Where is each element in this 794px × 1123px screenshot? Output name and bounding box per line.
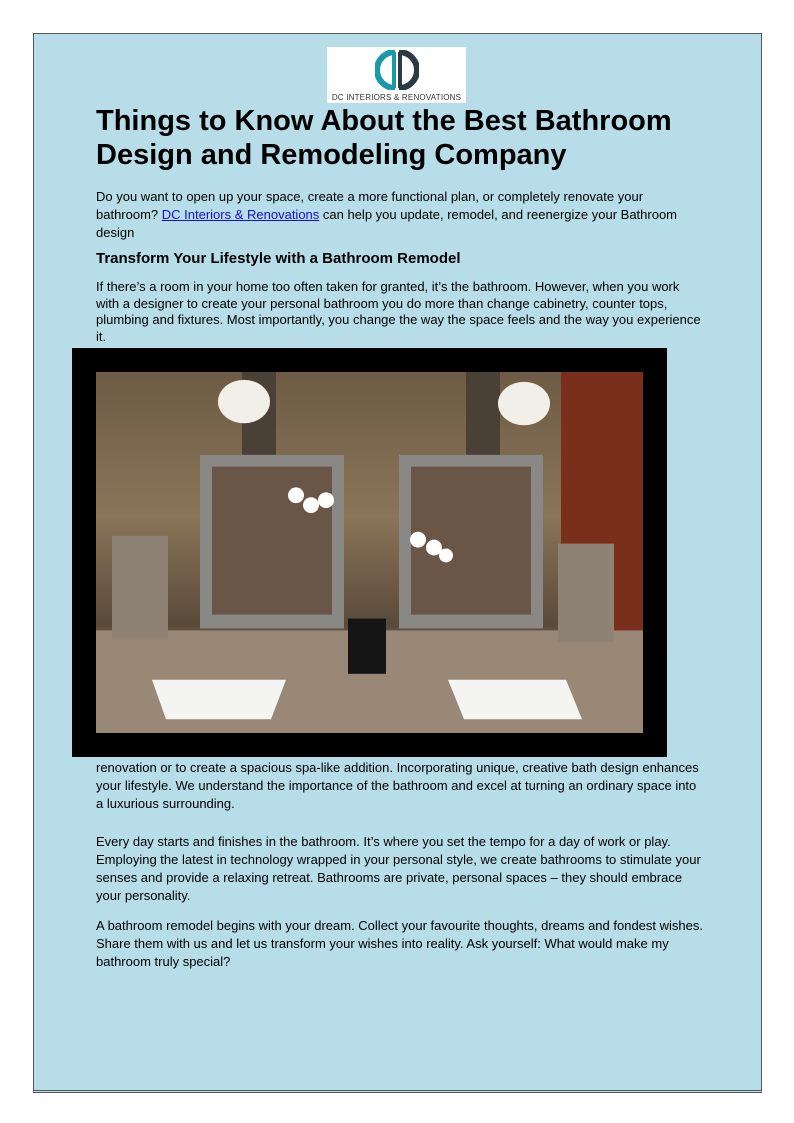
logo-text: DC INTERIORS & RENOVATIONS — [331, 93, 462, 102]
dc-logo-icon — [375, 50, 419, 90]
paragraph-4: A bathroom remodel begins with your dream. Collect your favourite thoughts, dreams and fondest wishes. Share them with us and let us transform your wishes into reality. Ask yourself: What would make my bathroom truly special? — [96, 918, 703, 969]
paragraph-1: If there’s a room in your home too often taken for granted, it’s the bathroom. However, when you work with a designer to create your personal bathroom you do more than change cabinetry, counter tops, plumbing and fixtures. Most importantly, you change the way the space feels and the way you experience it. — [96, 279, 701, 344]
bathroom-image-frame — [72, 348, 667, 757]
section-heading: Transform Your Lifestyle with a Bathroom Remodel — [96, 250, 461, 267]
intro-text-end: can help you update, remodel, and reenergize your Bathroom design — [96, 207, 678, 240]
intro-text: Do you want to open up your space, create a more functional plan, or completely renovate your bathroom? — [96, 189, 644, 222]
intro-paragraph — [96, 188, 706, 242]
company-link[interactable]: DC Interiors & Renovations — [161, 207, 320, 222]
bathroom-photo — [96, 372, 643, 733]
company-logo — [327, 47, 466, 103]
page-title: Things to Know About the Best Bathroom Design and Remodeling Company — [96, 105, 672, 171]
paragraph-3: Every day starts and finishes in the bathroom. It’s where you set the tempo for a day of work or play. Employing the latest in technology wrapped in your personal style, we create bathrooms to stimulate your senses and provide a relaxing retreat. Bathrooms are private, personal spaces – they should embrace your personality. — [96, 834, 701, 903]
paragraph-2: Our interior designers know how to blend functional, timeless and unique amenities for a simple renovation or to create a spacious spa-like addition. Incorporating unique, creative bath design enhances your lifestyle. We understand the importance of the bathroom and excel at turning an ordinary space into a luxurious surrounding. — [96, 742, 699, 811]
